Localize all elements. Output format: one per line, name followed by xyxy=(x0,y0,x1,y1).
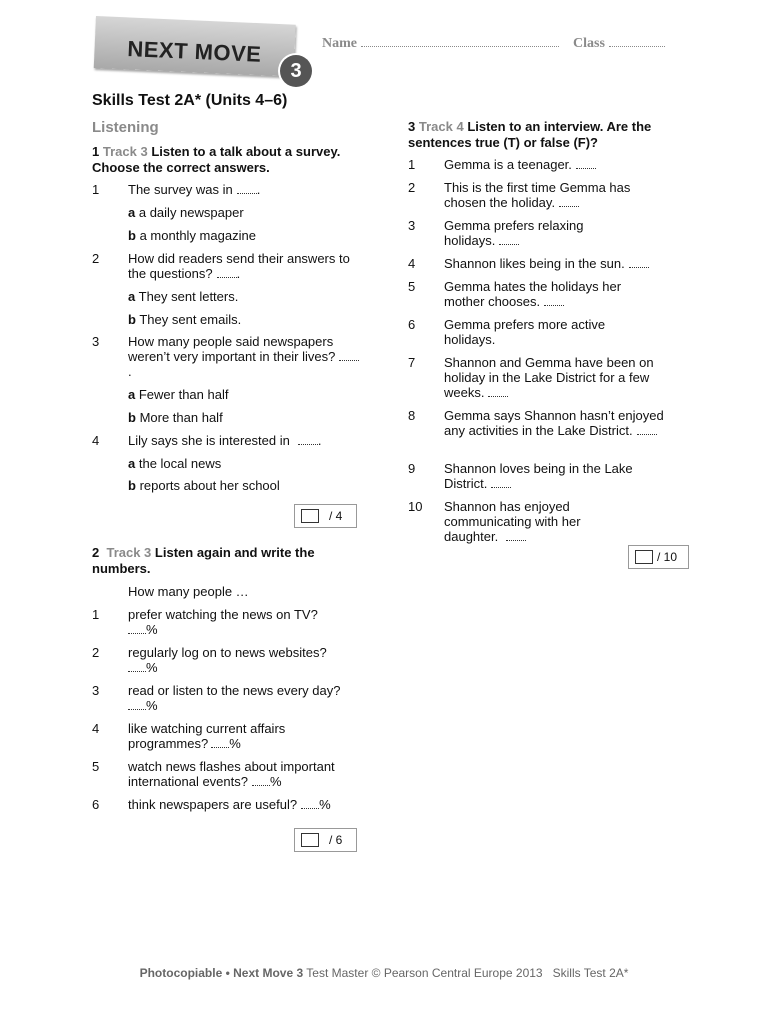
ex2-instruction xyxy=(92,545,356,577)
ex3-q2 xyxy=(444,180,660,210)
ex2-q1-unit: % xyxy=(146,622,158,637)
ex3-q5 xyxy=(444,279,654,309)
ex2-q4 xyxy=(128,721,328,751)
ex3-instruction-text: Listen to an interview. Are the sentences true (T) or false (F)? xyxy=(408,119,652,150)
ex1-q2-option-b[interactable]: b They sent emails. xyxy=(128,312,242,327)
ex2-score-input[interactable] xyxy=(301,833,319,847)
ex3-q1-text: Gemma is a teenager. xyxy=(444,157,572,172)
ex2-q2-number: 2 xyxy=(92,645,100,660)
ex3-q10 xyxy=(444,499,604,544)
ex1-score-input[interactable] xyxy=(301,509,319,523)
ex1-q3-number: 3 xyxy=(92,334,100,349)
ex3-track: Track 4 xyxy=(418,119,464,134)
ex3-q9-blank[interactable] xyxy=(491,476,511,488)
ex2-q6-text: think newspapers are useful? xyxy=(128,797,298,812)
ex3-q9-text: Shannon loves being in the Lake District. xyxy=(444,461,633,491)
ex1-instruction xyxy=(92,144,356,176)
ex1-q4-text: Lily says she is interested in xyxy=(128,433,290,448)
name-field[interactable] xyxy=(322,34,559,52)
ex3-q2-blank[interactable] xyxy=(559,195,579,207)
ex2-q5-unit: % xyxy=(269,774,282,789)
ex1-q4-end: . xyxy=(317,433,322,448)
ex2-q3 xyxy=(128,683,368,713)
ex3-instruction xyxy=(408,119,688,151)
ex1-q3-option-b[interactable]: b More than half xyxy=(128,410,223,425)
footer-separator: • xyxy=(225,966,230,980)
ex1-q4-option-b[interactable]: b reports about her school xyxy=(128,478,280,493)
ex1-q1-text: The survey was in xyxy=(128,182,233,197)
page-title: Skills Test 2A* (Units 4–6) xyxy=(92,92,288,109)
footer-photocopiable: Photocopiable xyxy=(139,966,223,980)
ex1-q4-number: 4 xyxy=(92,433,100,448)
ex2-q1-number: 1 xyxy=(92,607,100,622)
ex1-q2-blank[interactable] xyxy=(217,266,237,278)
footer-copyright: Test Master © Pearson Central Europe 2013 xyxy=(306,966,543,980)
ex1-q1-blank[interactable] xyxy=(237,182,257,194)
ex1-q2-a-text: They sent letters. xyxy=(138,289,239,304)
ex2-number: 2 xyxy=(92,545,100,560)
ex2-q4-unit: % xyxy=(229,736,241,751)
ex2-score-total: / 6 xyxy=(329,833,343,847)
ex3-q8-blank[interactable] xyxy=(637,423,657,435)
ex2-track: Track 3 xyxy=(106,545,152,560)
ex1-q4-blank[interactable] xyxy=(298,433,318,445)
ex3-q9-number: 9 xyxy=(408,461,416,476)
ex3-q7-number: 7 xyxy=(408,355,416,370)
ex2-q5-text: watch news flashes about important international events? xyxy=(128,759,335,789)
ex3-q3-number: 3 xyxy=(408,218,416,233)
ex3-q3-text: Gemma prefers relaxing holidays. xyxy=(444,218,584,248)
ex2-q4-number: 4 xyxy=(92,721,100,736)
ex1-q3-b-text: More than half xyxy=(139,410,223,425)
ex3-q3-blank[interactable] xyxy=(499,233,519,245)
class-label: Class xyxy=(573,36,605,51)
ex1-q2-option-a[interactable]: a They sent letters. xyxy=(128,289,239,304)
ex3-q7-blank[interactable] xyxy=(488,385,508,397)
ex1-q3-blank[interactable] xyxy=(339,349,359,361)
footer-product: Next Move 3 xyxy=(233,966,304,980)
ex1-q1-end: . xyxy=(256,182,261,197)
ex1-q3-a-text: Fewer than half xyxy=(138,387,229,402)
ex2-q5-blank[interactable] xyxy=(252,774,270,786)
ex1-q1-option-b[interactable]: b a monthly magazine xyxy=(128,228,256,243)
ex1-q4 xyxy=(128,433,360,448)
ex1-q3 xyxy=(128,334,360,379)
ex1-q4-a-text: the local news xyxy=(138,456,222,471)
ex1-q2-end: . xyxy=(236,266,241,281)
ex2-q2-blank[interactable] xyxy=(128,660,146,672)
ex2-q3-text: read or listen to the news every day? xyxy=(128,683,341,698)
footer-test-name: Skills Test 2A* xyxy=(552,966,629,980)
ex1-q2-number: 2 xyxy=(92,251,100,266)
ex2-q4-text: like watching current affairs programmes? xyxy=(128,721,286,751)
ex3-q8-text: Gemma says Shannon hasn’t enjoyed any activities in the Lake District. xyxy=(444,408,664,438)
ex3-score-total: / 10 xyxy=(657,550,678,564)
ex1-q1-a-text: a daily newspaper xyxy=(138,205,244,220)
ex3-q2-number: 2 xyxy=(408,180,416,195)
ex3-score-input[interactable] xyxy=(635,550,653,564)
footer xyxy=(0,966,768,980)
ex2-q2-text: regularly log on to news websites? xyxy=(128,645,327,660)
ex3-q10-number: 10 xyxy=(408,499,423,514)
ex1-q4-option-a[interactable]: a the local news xyxy=(128,456,222,471)
ex2-q4-blank[interactable] xyxy=(211,736,229,748)
ex1-q1-option-a[interactable]: a a daily newspaper xyxy=(128,205,244,220)
ex1-q1-b-text: a monthly magazine xyxy=(139,228,256,243)
ex3-number: 3 xyxy=(408,119,416,134)
ex2-q2 xyxy=(128,645,368,675)
ex2-q5-number: 5 xyxy=(92,759,100,774)
ex3-q4-text: Shannon likes being in the sun. xyxy=(444,256,625,271)
ex2-q6-number: 6 xyxy=(92,797,100,812)
ex2-q6-unit: % xyxy=(319,797,331,812)
ex2-q1-blank[interactable] xyxy=(128,622,146,634)
ex3-q8 xyxy=(444,408,664,438)
name-label: Name xyxy=(322,36,357,51)
ex3-q1-blank[interactable] xyxy=(576,157,596,169)
ex2-q3-unit: % xyxy=(146,698,158,713)
ex3-q6 xyxy=(444,317,634,347)
ex3-q1-number: 1 xyxy=(408,157,416,172)
section-heading: Listening xyxy=(92,119,159,136)
ex3-q1 xyxy=(444,157,684,172)
ex1-q2-b-text: They sent emails. xyxy=(139,312,242,327)
ex3-q2-text: This is the first time Gemma has chosen the holiday. xyxy=(444,180,631,210)
ex1-q3-text: How many people said newspapers weren’t very important in their lives? xyxy=(128,334,336,364)
ex1-q2 xyxy=(128,251,362,281)
ex1-score-total: / 4 xyxy=(329,509,343,523)
ex1-instruction-text: Listen to a talk about a survey. Choose the correct answers. xyxy=(92,144,341,175)
ex2-q5 xyxy=(128,759,364,789)
name-dotted-line[interactable] xyxy=(361,34,559,47)
ex3-q6-number: 6 xyxy=(408,317,416,332)
ex1-q2-text: How did readers send their answers to the questions? xyxy=(128,251,350,281)
ex2-q1 xyxy=(128,607,368,637)
ex1-q4-b-text: reports about her school xyxy=(139,478,280,493)
ex2-q1-text: prefer watching the news on TV? xyxy=(128,607,318,622)
ex3-q10-text: Shannon has enjoyed communicating with her daughter. xyxy=(444,499,581,544)
ex1-q3-option-a[interactable]: a Fewer than half xyxy=(128,387,229,402)
ex3-q4-number: 4 xyxy=(408,256,416,271)
ex1-track: Track 3 xyxy=(102,144,148,159)
ex1-score-box[interactable] xyxy=(294,504,357,528)
ex2-q6-blank[interactable] xyxy=(301,797,319,809)
class-dotted-line[interactable] xyxy=(609,34,665,47)
ex2-lead: How many people … xyxy=(128,584,249,599)
ex3-q5-number: 5 xyxy=(408,279,416,294)
ex3-q3 xyxy=(444,218,614,248)
ex2-q6 xyxy=(128,797,368,812)
ex2-q3-number: 3 xyxy=(92,683,100,698)
ex3-q5-text: Gemma hates the holidays her mother chooses. xyxy=(444,279,622,309)
ex1-q3-end: . xyxy=(128,364,132,379)
ex3-q4 xyxy=(444,256,684,271)
ex1-q1-number: 1 xyxy=(92,182,100,197)
logo-brand: NEXT MOVE xyxy=(126,36,262,67)
ex1-q1 xyxy=(128,182,358,197)
ex3-q7 xyxy=(444,355,680,400)
ex3-q9 xyxy=(444,461,664,491)
ex3-q8-number: 8 xyxy=(408,408,416,423)
ex2-score-box[interactable] xyxy=(294,828,357,852)
ex3-q4-blank[interactable] xyxy=(629,256,649,268)
ex2-instruction-text: Listen again and write the numbers. xyxy=(92,545,315,576)
logo-level-badge: 3 xyxy=(280,55,312,87)
ex3-q7-text: Shannon and Gemma have been on holiday in the Lake District for a few weeks. xyxy=(444,355,654,400)
ex3-q6-text: Gemma prefers more active holidays. xyxy=(444,317,606,347)
ex3-q10-blank[interactable] xyxy=(506,529,526,541)
class-field[interactable] xyxy=(573,34,665,52)
ex3-score-box[interactable] xyxy=(628,545,689,569)
ex1-number: 1 xyxy=(92,144,100,159)
ex2-q3-blank[interactable] xyxy=(128,698,146,710)
ex2-q2-unit: % xyxy=(146,660,158,675)
ex3-q5-blank[interactable] xyxy=(544,294,564,306)
